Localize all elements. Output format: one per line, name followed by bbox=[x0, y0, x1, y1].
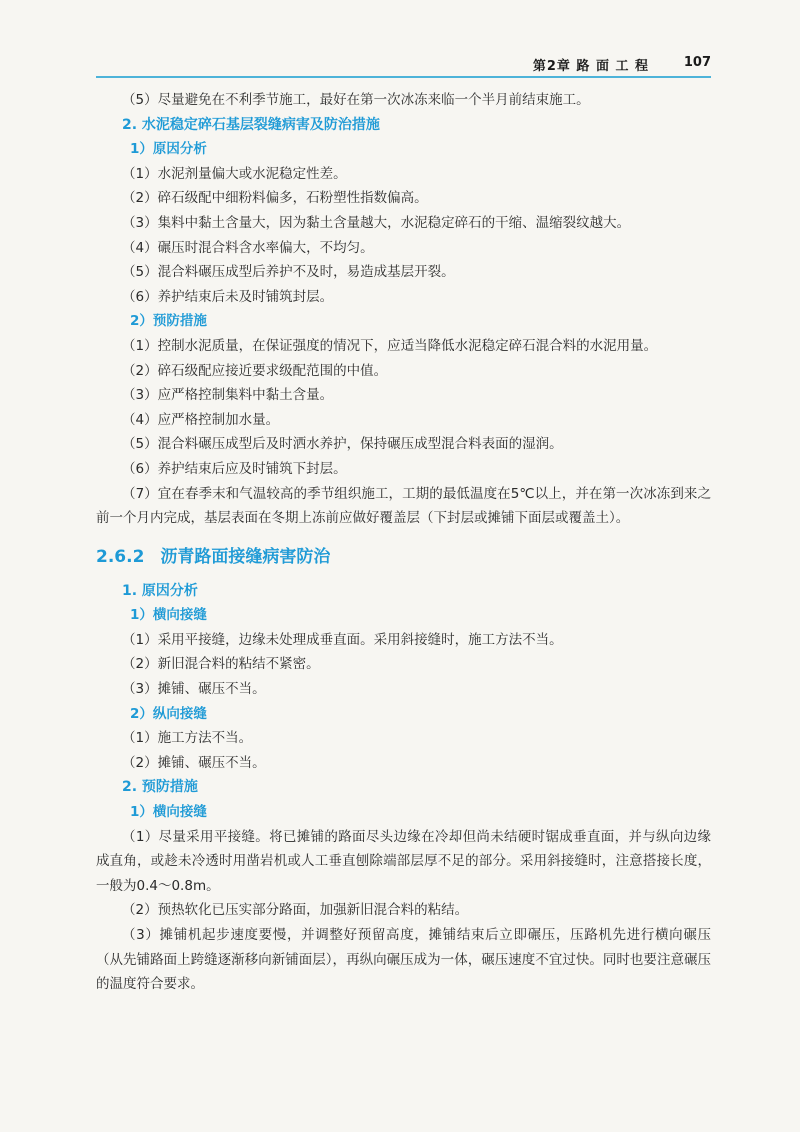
section-title: 沥青路面接缝病害防治 bbox=[160, 546, 331, 567]
paragraph: （5）尽量避免在不利季节施工，最好在第一次冰冻来临一个半月前结束施工。 bbox=[122, 92, 590, 108]
list-item: （6）养护结束后应及时铺筑下封层。 bbox=[122, 460, 347, 477]
paragraph: （3）摊铺机起步速度要慢，并调整好预留高度，摊铺结束后立即碾压，压路机先进行横向碾压（从先铺路面上跨缝逐渐移向新铺面层），再纵向碾压成为一体，碾压速度不宜过快。同时也要注意碾压的温度符合要求。 bbox=[96, 927, 711, 993]
list-item: （3）集料中黏土含量大，因为黏土含量越大，水泥稳定碎石的干缩、温缩裂纹越大。 bbox=[122, 214, 631, 231]
list-item: （4）碾压时混合料含水率偏大，不均匀。 bbox=[122, 239, 374, 256]
list-item: （1）水泥剂量偏大或水泥稳定性差。 bbox=[122, 165, 347, 182]
paragraph: （7）宜在春季末和气温较高的季节组织施工，工期的最低温度在5℃以上，并在第一次冰冻到来之前一个月内完成，基层表面在冬期上冻前应做好覆盖层（下封层或摊铺下面层或覆盖土）。 bbox=[96, 485, 711, 527]
subsection-heading: 2. 预防措施 bbox=[122, 779, 198, 796]
subheading: 1）横向接缝 bbox=[130, 804, 207, 821]
list-item: （5）混合料碾压成型后养护不及时，易造成基层开裂。 bbox=[122, 264, 455, 281]
section-number: 2.6.2 bbox=[96, 546, 145, 567]
section-heading bbox=[96, 543, 711, 571]
list-item: （2）碎石级配应接近要求级配范围的中值。 bbox=[122, 362, 388, 379]
list-item: （6）养护结束后未及时铺筑封层。 bbox=[122, 288, 334, 305]
subheading: 2）纵向接缝 bbox=[130, 705, 207, 722]
list-item: （3）摊铺、碾压不当。 bbox=[122, 681, 266, 698]
list-item: （3）应严格控制集料中黏土含量。 bbox=[122, 387, 334, 404]
list-item: （2）摊铺、碾压不当。 bbox=[122, 754, 266, 771]
subsection-heading: 1. 原因分析 bbox=[122, 582, 198, 599]
subheading: 1）原因分析 bbox=[130, 141, 207, 158]
subsection-heading: 2. 水泥稳定碎石基层裂缝病害及防治措施 bbox=[122, 116, 380, 133]
page-number: 107 bbox=[683, 55, 711, 70]
header-divider bbox=[96, 76, 711, 78]
paragraph: （1）控制水泥质量，在保证强度的情况下，应适当降低水泥稳定碎石混合料的水泥用量。 bbox=[122, 337, 658, 354]
list-item: （1）施工方法不当。 bbox=[122, 730, 253, 747]
list-item: （2）碎石级配中细粉料偏多，石粉塑性指数偏高。 bbox=[122, 190, 428, 207]
list-item: （2）预热软化已压实部分路面，加强新旧混合料的粘结。 bbox=[122, 902, 469, 919]
list-item: （4）应严格控制加水量。 bbox=[122, 411, 280, 428]
page-body bbox=[96, 88, 711, 997]
list-item: （1）采用平接缝，边缘未处理成垂直面。采用斜接缝时，施工方法不当。 bbox=[122, 631, 563, 648]
paragraph: （1）尽量采用平接缝。将已摊铺的路面尽头边缘在冷却但尚未结硬时锯成垂直面，并与纵向边缘成直角，或趁未冷透时用凿岩机或人工垂直刨除端部层厚不足的部分。采用斜接缝时，注意搭接长度，一般为0.4～0.8m。 bbox=[96, 828, 711, 894]
page-header bbox=[96, 55, 711, 77]
chapter-title: 第2章 路 面 工 程 bbox=[532, 59, 649, 74]
list-item: （5）混合料碾压成型后及时洒水养护，保持碾压成型混合料表面的湿润。 bbox=[122, 436, 563, 453]
subheading: 1）横向接缝 bbox=[130, 607, 207, 624]
list-item: （2）新旧混合料的粘结不紧密。 bbox=[122, 656, 320, 673]
subheading: 2）预防措施 bbox=[130, 313, 207, 330]
